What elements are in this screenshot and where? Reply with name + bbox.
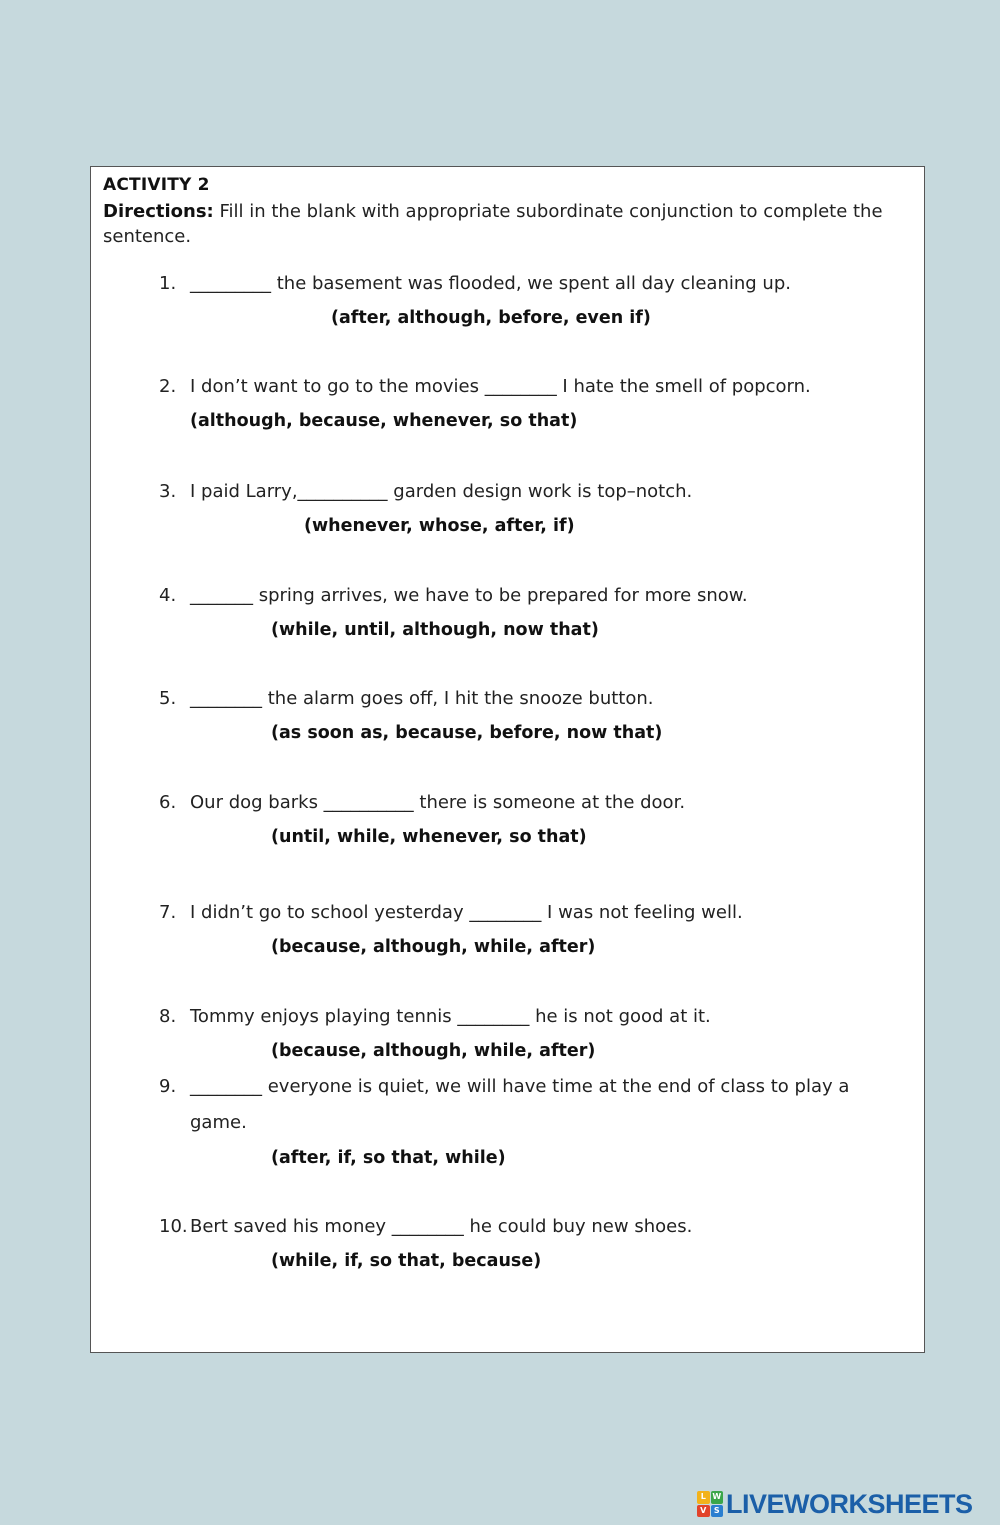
question-number: 6.: [159, 792, 177, 813]
question-text: Our dog barks __________ there is someone at the door.: [190, 792, 686, 813]
question-number: 7.: [159, 902, 177, 923]
question-9: [159, 1069, 889, 1141]
liveworksheets-logo-icon: L W V S: [697, 1491, 723, 1517]
directions: [103, 199, 913, 249]
question-text: Tommy enjoys playing tennis ________ he is not good at it.: [190, 1006, 711, 1027]
question-text: _________ the basement was flooded, we spent all day cleaning up.: [190, 273, 791, 294]
question-number: 4.: [159, 585, 177, 606]
question-options-2: (although, because, whenever, so that): [190, 411, 578, 431]
question-text: ________ the alarm goes off, I hit the snooze button.: [190, 688, 654, 709]
question-options-1: (after, although, before, even if): [331, 308, 651, 328]
question-text: Bert saved his money ________ he could buy new shoes.: [190, 1216, 693, 1237]
activity-title: ACTIVITY 2: [103, 175, 210, 195]
question-options-5: (as soon as, because, before, now that): [271, 723, 663, 743]
question-number: 10.: [159, 1216, 188, 1237]
question-10: [159, 1209, 889, 1245]
question-3: [159, 474, 889, 510]
question-options-4: (while, until, although, now that): [271, 620, 599, 640]
question-number: 3.: [159, 481, 177, 502]
question-options-3: (whenever, whose, after, if): [304, 516, 575, 536]
worksheet-card: [90, 166, 925, 1353]
question-number: 8.: [159, 1006, 177, 1027]
question-options-9: (after, if, so that, while): [271, 1148, 506, 1168]
question-number: 5.: [159, 688, 177, 709]
question-text: _______ spring arrives, we have to be prepared for more snow.: [190, 585, 748, 606]
question-7: [159, 895, 889, 931]
directions-label: Directions:: [103, 201, 214, 222]
question-2: [159, 369, 889, 405]
question-options-6: (until, while, whenever, so that): [271, 827, 587, 847]
question-number: 9.: [159, 1076, 177, 1097]
directions-text: Fill in the blank with appropriate subordinate conjunction to complete the sentence.: [103, 201, 883, 247]
question-options-8: (because, although, while, after): [271, 1041, 596, 1061]
question-text: I paid Larry,__________ garden design work is top–notch.: [190, 481, 693, 502]
question-options-7: (because, although, while, after): [271, 937, 596, 957]
liveworksheets-logo: [697, 1487, 973, 1521]
question-8: [159, 999, 889, 1035]
question-text: I didn’t go to school yesterday ________ I was not feeling well.: [190, 902, 743, 923]
question-number: 2.: [159, 376, 177, 397]
question-5: [159, 681, 889, 717]
question-text: I don’t want to go to the movies ________ I hate the smell of popcorn.: [190, 376, 811, 397]
question-number: 1.: [159, 273, 177, 294]
question-6: [159, 785, 889, 821]
question-1: [159, 266, 889, 302]
question-options-10: (while, if, so that, because): [271, 1251, 542, 1271]
question-text: ________ everyone is quiet, we will have time at the end of class to play a game.: [190, 1076, 850, 1133]
logo-text: LIVEWORKSHEETS: [726, 1488, 973, 1519]
question-4: [159, 578, 889, 614]
